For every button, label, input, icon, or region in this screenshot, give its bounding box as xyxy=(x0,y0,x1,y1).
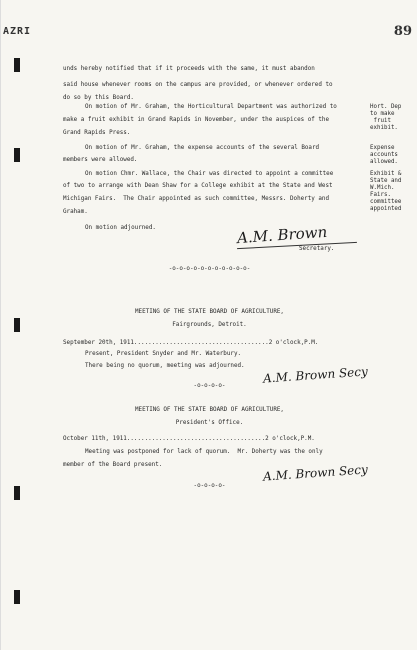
binder-mark xyxy=(14,148,20,162)
meeting-present: Present, President Snyder and Mr. Waterbury. xyxy=(85,351,242,357)
section-separator: -o-o-o-o-o-o-o-o-o-o-o- xyxy=(168,266,251,272)
meeting-date-line: September 20th, 1911......................................2 o'clock,P.M. xyxy=(63,340,319,346)
archive-tag: AZRI xyxy=(3,26,32,37)
signature-title: Secretary. xyxy=(299,246,335,252)
minutes-line: said house whenever rooms on the campus are provided, or whenever ordered to xyxy=(63,82,333,88)
minutes-line: Michigan Fairs. The Chair appointed as such committee, Messrs. Doherty and xyxy=(63,196,329,202)
margin-note: Expense accounts allowed. xyxy=(370,145,398,165)
meeting-note: Meeting was postponed for lack of quorum. Mr. Doherty was the only xyxy=(85,449,323,455)
page-number: 89 xyxy=(393,24,412,39)
meeting-title: MEETING OF THE STATE BOARD OF AGRICULTURE, xyxy=(135,309,284,315)
minutes-line: On motion of Mr. Graham, the expense accounts of the several Board xyxy=(85,145,320,151)
minutes-line: On motion adjourned. xyxy=(85,225,156,231)
binder-mark xyxy=(14,590,20,604)
meeting-note: member of the Board present. xyxy=(63,462,163,468)
minutes-line: of two to arrange with Dean Shaw for a College exhibit at the State and West xyxy=(63,183,333,189)
meeting-location: President's Office. xyxy=(175,420,244,426)
secretary-signature: A.M. Brown Secy xyxy=(262,364,369,386)
secretary-signature: A.M. Brown Secy xyxy=(262,462,369,484)
meeting-date-line: October 11th, 1911.......................................2 o'clock,P.M. xyxy=(63,436,315,442)
section-separator: -o-o-o-o- xyxy=(193,483,226,489)
minutes-line: Graham. xyxy=(63,209,88,215)
margin-note: Hort. Dep to make fruit exhibit. xyxy=(370,104,402,131)
meeting-note: There being no quorum, meeting was adjourned. xyxy=(85,363,245,369)
minutes-line: On motion Chmr. Wallace, the Chair was directed to appoint a committee xyxy=(85,171,334,177)
minutes-line: unds hereby notified that if it proceeds with the same, it must abandon xyxy=(63,66,315,72)
meeting-location: Fairgrounds, Detroit. xyxy=(172,322,247,328)
minutes-line: make a fruit exhibit in Grand Rapids in November, under the auspices of the xyxy=(63,117,329,123)
section-separator: -o-o-o-o- xyxy=(193,383,226,389)
secretary-signature: A.M. Brown xyxy=(236,222,328,248)
minutes-line: members were allowed. xyxy=(63,157,138,163)
minutes-line: On motion of Mr. Graham, the Horticultural Department was authorized to xyxy=(85,104,337,110)
meeting-title: MEETING OF THE STATE BOARD OF AGRICULTURE, xyxy=(135,407,284,413)
minutes-line: Grand Rapids Press. xyxy=(63,130,131,136)
binder-mark xyxy=(14,58,20,72)
margin-note: Exhibit & State and W.Mich. Fairs. committee appointed xyxy=(370,171,402,212)
minutes-line: do so by this Board. xyxy=(63,95,134,101)
